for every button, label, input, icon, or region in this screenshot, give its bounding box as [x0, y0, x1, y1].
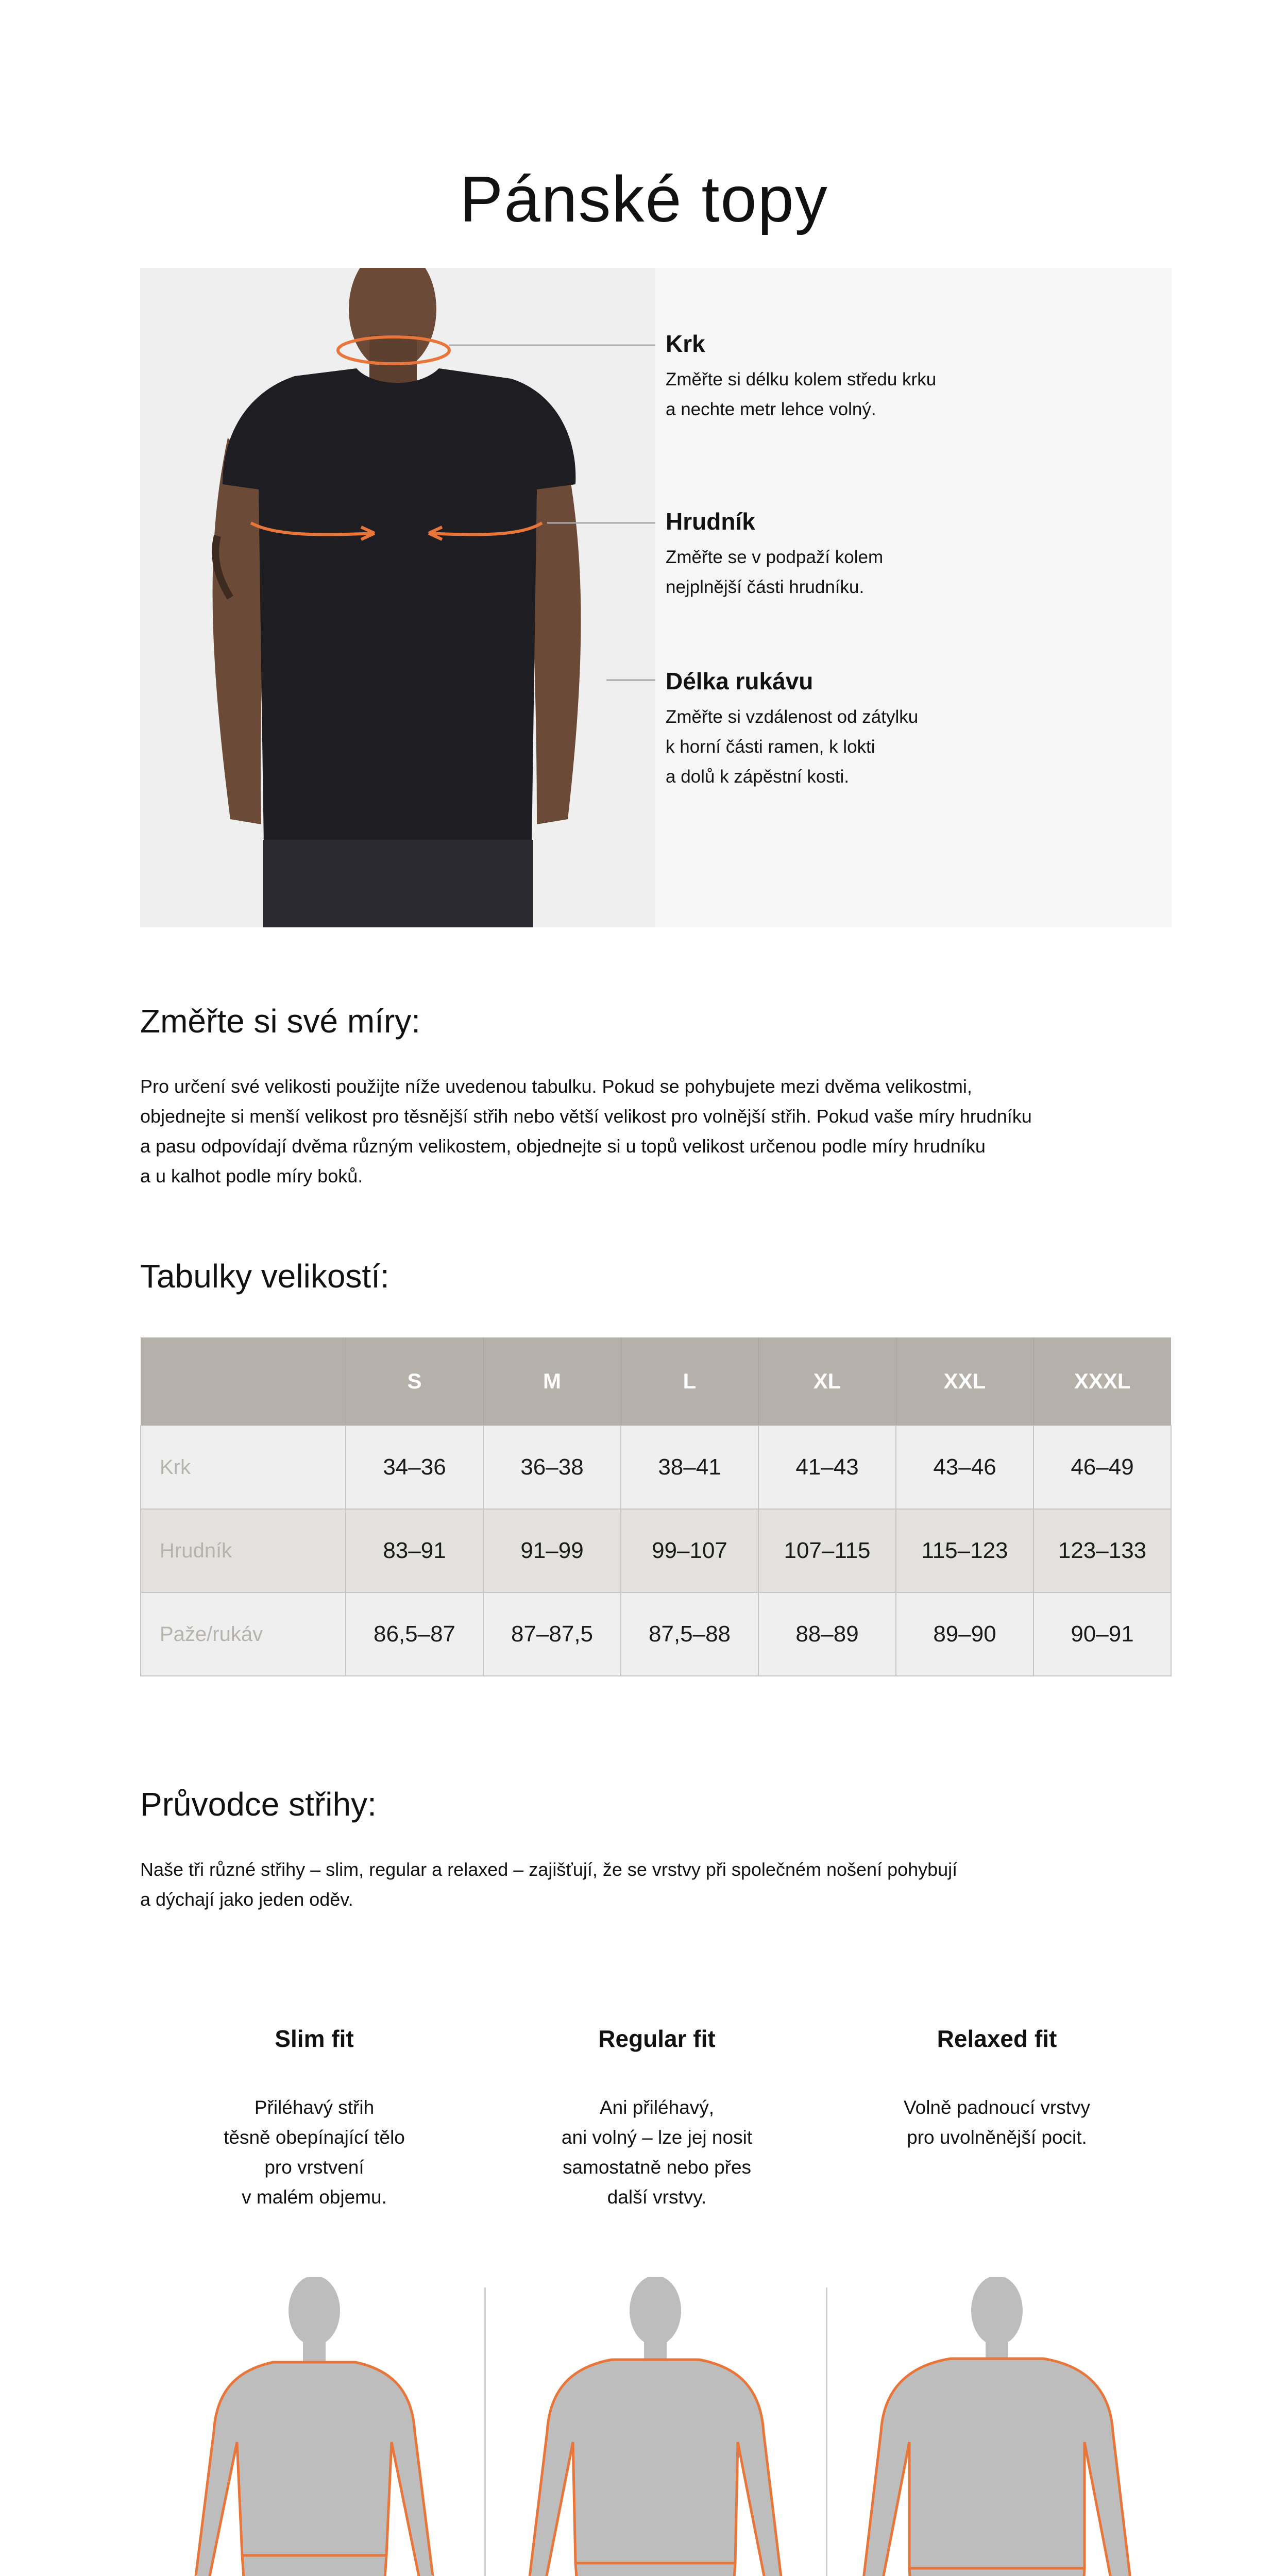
table-cell: 38–41 — [621, 1426, 758, 1509]
size-header-cell: XXXL — [1033, 1337, 1171, 1426]
table-cell: 83–91 — [346, 1509, 483, 1592]
table-cell: 115–123 — [896, 1509, 1033, 1592]
measure-title: Délka rukávu — [666, 668, 814, 694]
table-row — [141, 1592, 1171, 1676]
measure-title: Krk — [666, 330, 705, 357]
header-blank-cell — [141, 1337, 346, 1426]
relaxed-fit-figure — [827, 2277, 1167, 2576]
size-header-cell: XL — [758, 1337, 896, 1426]
model-photo — [140, 268, 655, 927]
fit-title: Regular fit — [598, 2025, 716, 2052]
fit-guide-intro: Naše tři různé střihy – slim, regular a relaxed – zajišťují, že se vrstvy při společném nošení pohybují a dýchají jako jeden oděv. — [140, 1859, 958, 1910]
table-cell: 36–38 — [483, 1426, 621, 1509]
size-header-row — [141, 1337, 1171, 1426]
table-cell: 123–133 — [1033, 1509, 1171, 1592]
table-cell: 87,5–88 — [621, 1592, 758, 1676]
fit-column-slim — [149, 2025, 479, 2212]
fit-description: Ani přiléhavý, ani volný – lze jej nosit samostatně nebo přes další vrstvy. — [561, 2097, 753, 2208]
measure-description: Změřte si vzdálenost od zátylku k horní části ramen, k lokti a dolů k zápěstní kosti. — [666, 707, 919, 787]
measure-item-chest — [666, 507, 1037, 602]
size-table-heading: Tabulky velikostí: — [140, 1258, 389, 1295]
table-cell: 89–90 — [896, 1592, 1033, 1676]
fit-title: Relaxed fit — [937, 2025, 1057, 2052]
table-cell: 87–87,5 — [483, 1592, 621, 1676]
row-label: Paže/rukáv — [141, 1592, 346, 1676]
measure-title: Hrudník — [666, 508, 755, 535]
fit-guide-heading: Průvodce střihy: — [140, 1786, 377, 1823]
table-cell: 88–89 — [758, 1592, 896, 1676]
row-label: Krk — [141, 1426, 346, 1509]
slim-fit-figure — [144, 2277, 484, 2576]
size-header-cell: XXL — [896, 1337, 1033, 1426]
measure-item-sleeve — [666, 667, 1037, 792]
measure-item-neck — [666, 330, 1037, 425]
table-cell: 41–43 — [758, 1426, 896, 1509]
table-cell: 99–107 — [621, 1509, 758, 1592]
table-cell: 91–99 — [483, 1509, 621, 1592]
row-label: Hrudník — [141, 1509, 346, 1592]
table-cell: 90–91 — [1033, 1592, 1171, 1676]
table-cell: 43–46 — [896, 1426, 1033, 1509]
measure-heading: Změřte si své míry: — [140, 1003, 421, 1040]
table-cell: 34–36 — [346, 1426, 483, 1509]
fit-description: Volně padnoucí vrstvy pro uvolněnější pocit. — [904, 2097, 1090, 2148]
measure-instructions: Pro určení své velikosti použijte níže uvedenou tabulku. Pokud se pohybujete mezi dvěma velikostmi, objednejte si menší velikost pro těsnější střih nebo větší velikost pro volnější střih. Pokud vaše míry hrudníku a pasu odpovídají dvěma různým velikostem, objednejte si u topů velikost určenou podle míry hrudníku a u kalhot podle míry boků. — [140, 1076, 1032, 1187]
size-header-cell: S — [346, 1337, 483, 1426]
fit-title: Slim fit — [275, 2025, 354, 2052]
size-header-cell: M — [483, 1337, 621, 1426]
fit-column-relaxed — [832, 2025, 1162, 2153]
measurement-hero — [140, 268, 1172, 927]
table-cell: 107–115 — [758, 1509, 896, 1592]
measure-description: Změřte se v podpaží kolem nejplnější části hrudníku. — [666, 547, 884, 597]
page-title: Pánské topy — [460, 163, 828, 236]
table-cell: 86,5–87 — [346, 1592, 483, 1676]
size-header-cell: L — [621, 1337, 758, 1426]
regular-fit-figure — [485, 2277, 825, 2576]
fit-column-regular — [492, 2025, 822, 2212]
measure-description: Změřte si délku kolem středu krku a nechte metr lehce volný. — [666, 369, 937, 419]
table-row — [141, 1509, 1171, 1592]
table-cell: 46–49 — [1033, 1426, 1171, 1509]
fit-description: Přiléhavý střih těsně obepínající tělo pro vrstvení v malém objemu. — [224, 2097, 405, 2208]
size-table — [140, 1337, 1172, 1676]
table-row — [141, 1426, 1171, 1509]
